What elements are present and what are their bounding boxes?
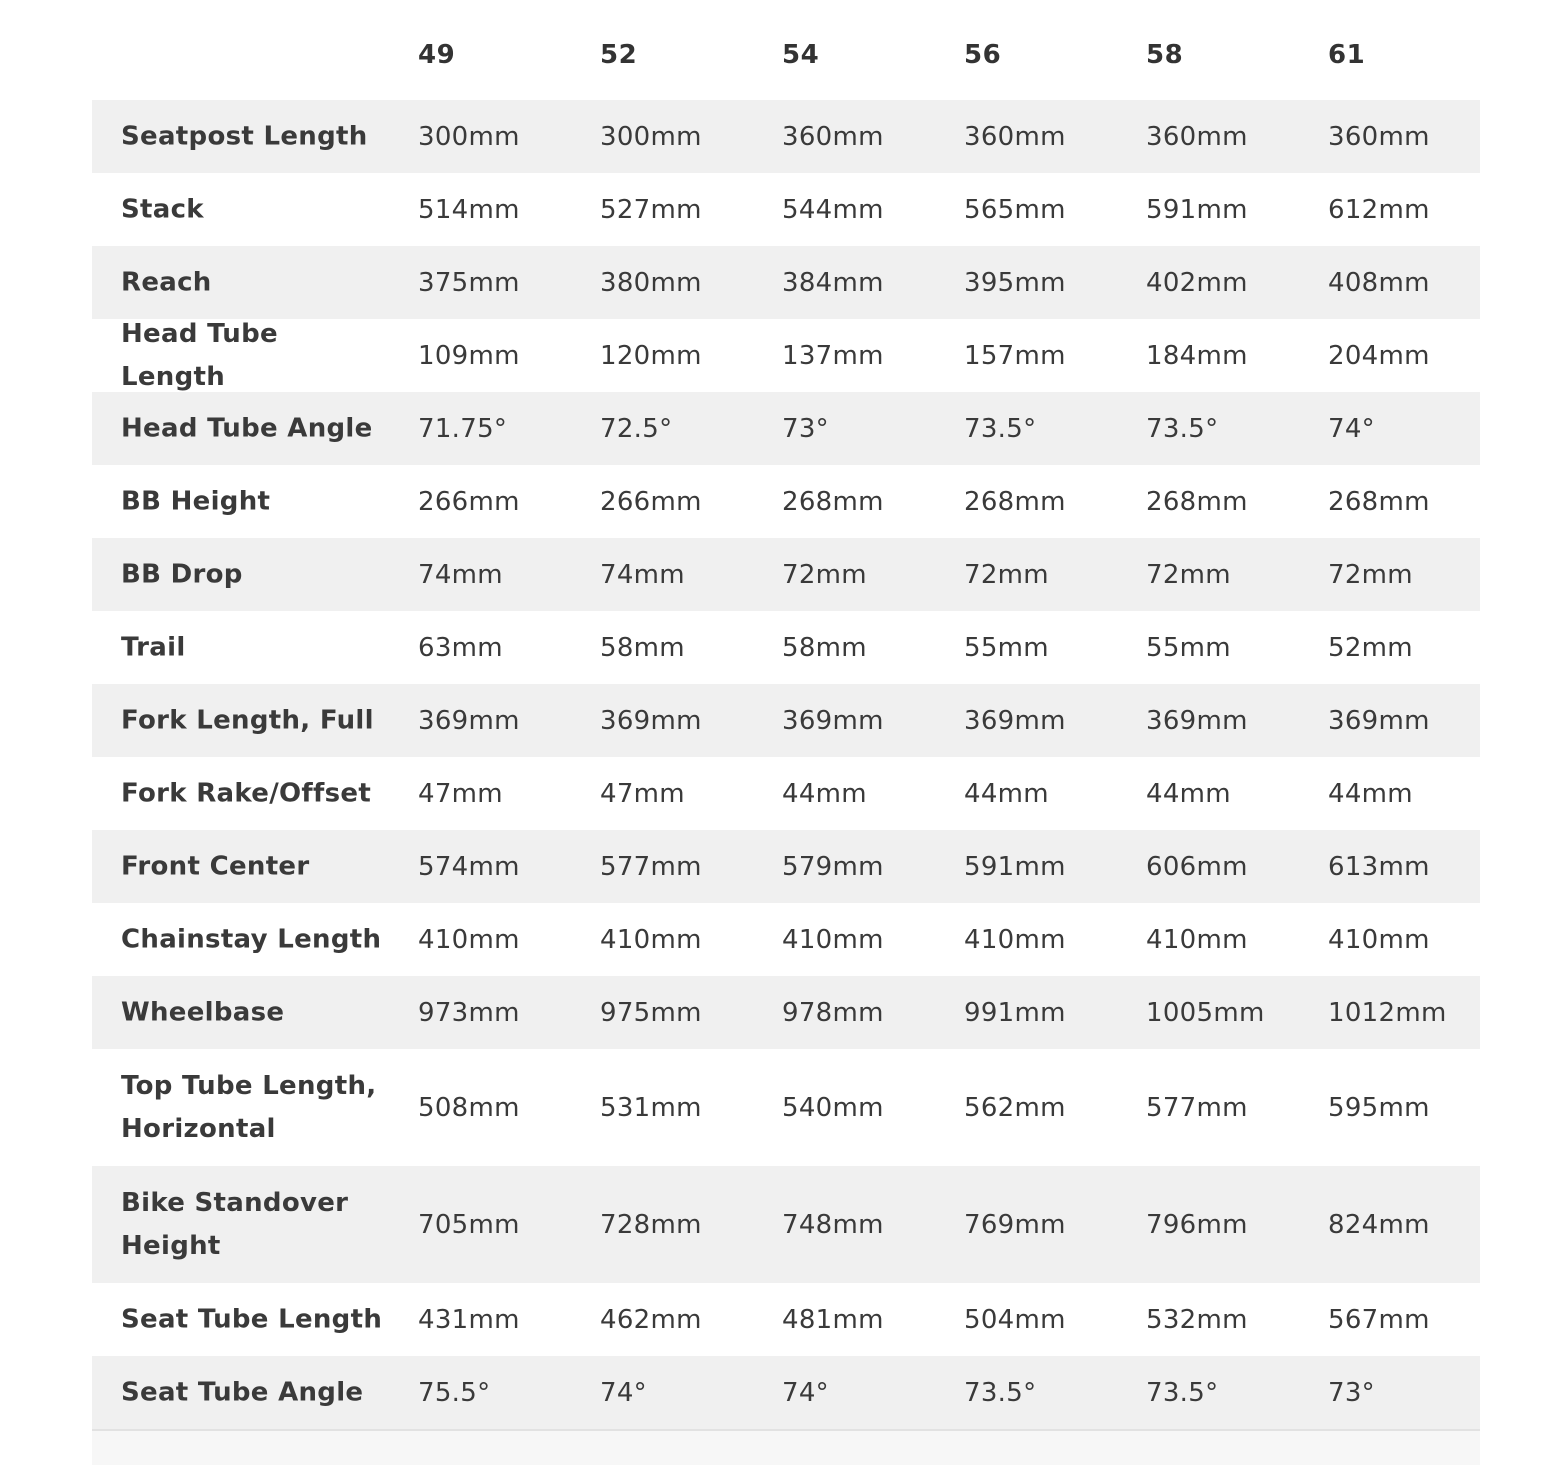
row-value: 540mm xyxy=(782,1092,884,1123)
row-value: 72.5° xyxy=(600,413,673,444)
row-value: 408mm xyxy=(1328,267,1430,298)
row-value: 462mm xyxy=(600,1304,702,1335)
row-value: 1012mm xyxy=(1328,997,1447,1028)
row-value: 410mm xyxy=(600,924,702,955)
row-value: 74mm xyxy=(418,559,503,590)
table-row xyxy=(92,173,1480,246)
row-label: Trail xyxy=(121,632,186,662)
row-value: 369mm xyxy=(1328,705,1430,736)
row-value: 300mm xyxy=(418,121,520,152)
row-value: 565mm xyxy=(964,194,1066,225)
row-value: 375mm xyxy=(418,267,520,298)
row-value: 44mm xyxy=(1328,778,1413,809)
geometry-table xyxy=(92,0,1480,1465)
row-label: Seat Tube Angle xyxy=(121,1377,364,1407)
row-value: 268mm xyxy=(1328,486,1430,517)
row-value: 47mm xyxy=(600,778,685,809)
row-value: 74° xyxy=(1328,413,1375,444)
row-value: 73° xyxy=(1328,1377,1375,1408)
row-value: 384mm xyxy=(782,267,884,298)
row-value: 796mm xyxy=(1146,1209,1248,1240)
row-value: 613mm xyxy=(1328,851,1430,882)
row-value: 577mm xyxy=(1146,1092,1248,1123)
row-value: 595mm xyxy=(1328,1092,1430,1123)
row-value: 591mm xyxy=(1146,194,1248,225)
row-value: 73.5° xyxy=(964,1377,1037,1408)
row-label: Front Center xyxy=(121,851,310,881)
row-label: Chainstay Length xyxy=(121,924,382,954)
row-value: 44mm xyxy=(964,778,1049,809)
row-value: 268mm xyxy=(782,486,884,517)
row-value: 360mm xyxy=(1146,121,1248,152)
row-value: 973mm xyxy=(418,997,520,1028)
row-value: 72mm xyxy=(964,559,1049,590)
row-label: Stack xyxy=(121,194,204,224)
row-value: 728mm xyxy=(600,1209,702,1240)
row-label: Wheelbase xyxy=(121,997,285,1027)
table-row xyxy=(92,1283,1480,1356)
row-value: 1005mm xyxy=(1146,997,1265,1028)
row-value: 55mm xyxy=(1146,632,1231,663)
row-value: 544mm xyxy=(782,194,884,225)
row-label: BB Drop xyxy=(121,559,243,589)
table-row xyxy=(92,1166,1480,1283)
row-label: Top Tube Length, Horizontal xyxy=(121,1070,377,1144)
row-value: 567mm xyxy=(1328,1304,1430,1335)
row-label: Seat Tube Length xyxy=(121,1304,383,1334)
row-value: 402mm xyxy=(1146,267,1248,298)
row-value: 369mm xyxy=(1146,705,1248,736)
row-value: 120mm xyxy=(600,340,702,371)
row-value: 360mm xyxy=(782,121,884,152)
row-value: 410mm xyxy=(1328,924,1430,955)
row-label: Fork Length, Full xyxy=(121,705,374,735)
row-value: 531mm xyxy=(600,1092,702,1123)
row-value: 44mm xyxy=(1146,778,1231,809)
row-value: 72mm xyxy=(1146,559,1231,590)
size-header: 58 xyxy=(1146,40,1184,70)
row-value: 73.5° xyxy=(1146,413,1219,444)
row-label: Head Tube Length xyxy=(121,318,278,392)
size-header: 61 xyxy=(1328,40,1366,70)
row-value: 508mm xyxy=(418,1092,520,1123)
row-value: 184mm xyxy=(1146,340,1248,371)
row-value: 52mm xyxy=(1328,632,1413,663)
table-footer-strip xyxy=(92,1429,1480,1465)
row-value: 360mm xyxy=(964,121,1066,152)
row-value: 268mm xyxy=(1146,486,1248,517)
row-value: 75.5° xyxy=(418,1377,491,1408)
row-value: 591mm xyxy=(964,851,1066,882)
table-row xyxy=(92,100,1480,173)
row-label: Reach xyxy=(121,267,212,297)
row-value: 369mm xyxy=(964,705,1066,736)
row-value: 360mm xyxy=(1328,121,1430,152)
row-value: 748mm xyxy=(782,1209,884,1240)
row-value: 268mm xyxy=(964,486,1066,517)
row-label: Bike Standover Height xyxy=(121,1187,349,1261)
row-value: 137mm xyxy=(782,340,884,371)
row-value: 705mm xyxy=(418,1209,520,1240)
row-value: 612mm xyxy=(1328,194,1430,225)
row-value: 73.5° xyxy=(964,413,1037,444)
row-value: 577mm xyxy=(600,851,702,882)
table-row xyxy=(92,246,1480,319)
row-value: 266mm xyxy=(418,486,520,517)
row-value: 975mm xyxy=(600,997,702,1028)
row-value: 527mm xyxy=(600,194,702,225)
table-row xyxy=(92,1356,1480,1429)
size-header-row xyxy=(92,0,1480,100)
row-value: 410mm xyxy=(418,924,520,955)
row-value: 562mm xyxy=(964,1092,1066,1123)
row-value: 991mm xyxy=(964,997,1066,1028)
row-value: 824mm xyxy=(1328,1209,1430,1240)
table-row xyxy=(92,976,1480,1049)
table-row xyxy=(92,319,1480,392)
row-value: 74mm xyxy=(600,559,685,590)
row-value: 369mm xyxy=(600,705,702,736)
row-value: 157mm xyxy=(964,340,1066,371)
row-label: Fork Rake/Offset xyxy=(121,778,372,808)
table-row xyxy=(92,392,1480,465)
row-value: 410mm xyxy=(782,924,884,955)
row-value: 44mm xyxy=(782,778,867,809)
table-body xyxy=(92,100,1480,1429)
row-label: BB Height xyxy=(121,486,271,516)
row-value: 58mm xyxy=(782,632,867,663)
row-value: 109mm xyxy=(418,340,520,371)
size-header: 49 xyxy=(418,40,456,70)
row-value: 266mm xyxy=(600,486,702,517)
table-row xyxy=(92,611,1480,684)
row-value: 72mm xyxy=(782,559,867,590)
size-header: 52 xyxy=(600,40,638,70)
row-value: 574mm xyxy=(418,851,520,882)
table-row xyxy=(92,1049,1480,1166)
row-value: 978mm xyxy=(782,997,884,1028)
row-value: 410mm xyxy=(1146,924,1248,955)
row-label: Seatpost Length xyxy=(121,121,368,151)
row-value: 74° xyxy=(600,1377,647,1408)
row-value: 73.5° xyxy=(1146,1377,1219,1408)
table-row xyxy=(92,757,1480,830)
size-header: 54 xyxy=(782,40,820,70)
row-value: 380mm xyxy=(600,267,702,298)
row-value: 410mm xyxy=(964,924,1066,955)
row-value: 369mm xyxy=(782,705,884,736)
table-row xyxy=(92,538,1480,611)
table-row xyxy=(92,903,1480,976)
size-header: 56 xyxy=(964,40,1002,70)
row-value: 204mm xyxy=(1328,340,1430,371)
row-value: 47mm xyxy=(418,778,503,809)
row-value: 514mm xyxy=(418,194,520,225)
row-value: 369mm xyxy=(418,705,520,736)
row-value: 63mm xyxy=(418,632,503,663)
row-value: 74° xyxy=(782,1377,829,1408)
table-row xyxy=(92,465,1480,538)
row-value: 481mm xyxy=(782,1304,884,1335)
row-value: 58mm xyxy=(600,632,685,663)
row-value: 71.75° xyxy=(418,413,508,444)
row-value: 73° xyxy=(782,413,829,444)
row-value: 504mm xyxy=(964,1304,1066,1335)
row-value: 55mm xyxy=(964,632,1049,663)
table-row xyxy=(92,684,1480,757)
table-row xyxy=(92,830,1480,903)
row-value: 395mm xyxy=(964,267,1066,298)
row-value: 300mm xyxy=(600,121,702,152)
row-value: 606mm xyxy=(1146,851,1248,882)
row-value: 769mm xyxy=(964,1209,1066,1240)
row-label: Head Tube Angle xyxy=(121,413,373,443)
row-value: 431mm xyxy=(418,1304,520,1335)
row-value: 579mm xyxy=(782,851,884,882)
row-value: 72mm xyxy=(1328,559,1413,590)
row-value: 532mm xyxy=(1146,1304,1248,1335)
